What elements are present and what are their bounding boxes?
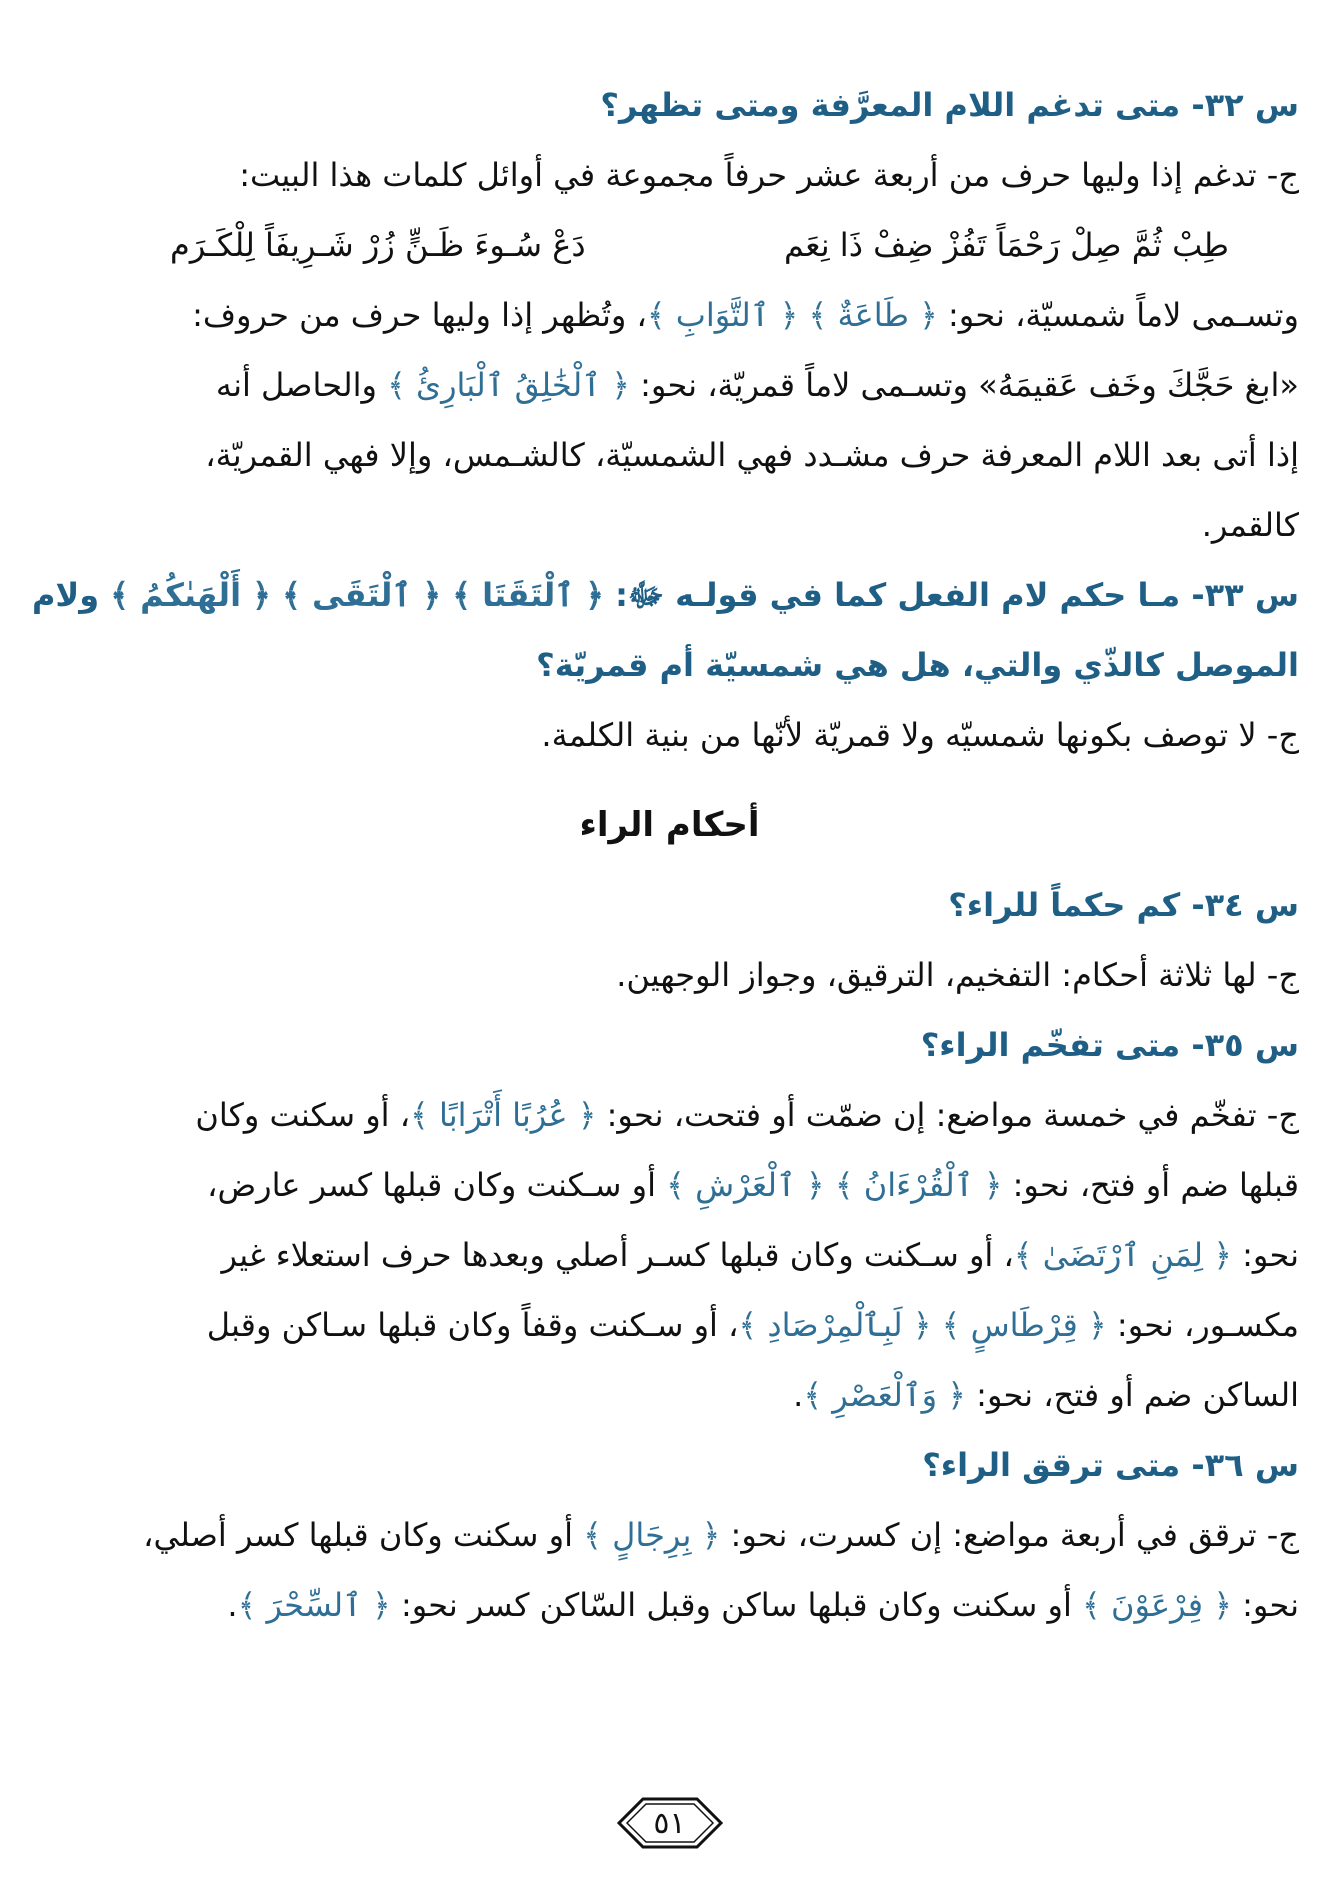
- answer-33: ج- لا توصف بكونها شمسيّه ولا قمريّة لأنّها من بنية الكلمة.: [541, 716, 1299, 754]
- quran-word: ﴿ ٱلْتَقَى ﴾: [282, 576, 442, 614]
- text: والحاصل أنه: [215, 366, 377, 404]
- text: ، أو سـكنت وقفاً وكان قبلها سـاكن وقبل: [206, 1306, 739, 1344]
- quran-word: ﴿ ٱلْخَٰلِقُ ٱلْبَارِئُ ﴾: [387, 366, 630, 404]
- answer-32-line-4: [40, 350, 1299, 420]
- text: وتسـمى لاماً شمسيّة، نحو:: [948, 296, 1299, 334]
- answer-34: ج- لها ثلاثة أحكام: التفخيم، الترقيق، وجواز الوجهين.: [616, 956, 1299, 994]
- quran-word: ﴿ ٱلْقُرْءَانُ ﴾: [834, 1166, 1003, 1204]
- section-heading: أحكام الراء: [579, 805, 760, 845]
- quran-word: ﴿ طَاعَةٌ ﴾: [808, 296, 938, 334]
- text: ج- ترقق في أربعة مواضع: إن كسرت، نحو:: [730, 1516, 1299, 1554]
- text: ج- تفخّم في خمسة مواضع: إن ضمّت أو فتحت، نحو:: [606, 1096, 1299, 1134]
- text: «ابغ حَجَّكَ وخَف عَقيمَهُ» وتسـمى لاماً قمريّة، نحو:: [640, 366, 1299, 404]
- text: .: [227, 1586, 238, 1624]
- verse-second-hemistich: دَعْ سُـوءَ ظَـنٍّ زُرْ شَـرِيفَاً لِلْكَـرَم: [170, 226, 586, 264]
- answer-35-line-1: [40, 1080, 1299, 1150]
- answer-35-line-4: [40, 1290, 1299, 1360]
- text: نحو:: [1242, 1236, 1299, 1274]
- quran-word: ﴿ لِمَنِ ٱرْتَضَىٰ ﴾: [1013, 1236, 1232, 1274]
- question-33-line-1: [31, 560, 1299, 630]
- page-number-text: ٥١: [653, 1805, 686, 1841]
- quran-word: ﴿ ٱلْعَرْشِ ﴾: [666, 1166, 825, 1204]
- text: ، أو سكنت وكان: [195, 1096, 411, 1134]
- verse-first-hemistich: طِبْ ثُمَّ صِلْ رَحْمَاً تَفُزْ ضِفْ ذَا نِعَم: [783, 226, 1229, 264]
- text: قبلها ضم أو فتح، نحو:: [1012, 1166, 1299, 1204]
- text: أو سـكنت وكان قبلها كسر عارض،: [207, 1166, 656, 1204]
- text: ، أو سـكنت وكان قبلها كسـر أصلي وبعدها حرف استعلاء غير: [221, 1236, 1014, 1274]
- answer-32-line-6: كالقمر.: [1201, 506, 1299, 544]
- answer-32-line-3: [40, 280, 1299, 350]
- page-content: [31, 70, 1299, 1640]
- text: ولام: [31, 576, 100, 614]
- text: مكسـور، نحو:: [1116, 1306, 1299, 1344]
- poem-verse: [40, 210, 1299, 280]
- page-number: [615, 1795, 725, 1851]
- text: ، وتُظهر إذا وليها حرف من حروف:: [192, 296, 647, 334]
- question-34: س ٣٤- كم حكماً للراء؟: [948, 886, 1299, 924]
- quran-word: ﴿ قِرْطَاسٍ ﴾: [941, 1306, 1107, 1344]
- answer-36-line-1: [40, 1500, 1299, 1570]
- quran-word: ﴿ ٱلتَّوَابِ ﴾: [646, 296, 799, 334]
- answer-36-line-2: [40, 1570, 1299, 1640]
- question-36: س ٣٦- متى ترقق الراء؟: [922, 1446, 1299, 1484]
- quran-word: ﴿ ٱلْتَقَتَا ﴾: [452, 576, 604, 614]
- question-33-line-2: الموصل كالذّي والتي، هل هي شمسيّة أم قمريّة؟: [536, 646, 1299, 684]
- text: نحو:: [1242, 1586, 1299, 1624]
- text: .: [793, 1376, 804, 1414]
- answer-32-line-5: إذا أتى بعد اللام المعرفة حرف مشـدد فهي الشمسيّة، كالشـمس، وإلا فهي القمريّة،: [205, 436, 1299, 474]
- answer-35-line-5: [40, 1360, 1299, 1430]
- quran-word: ﴿ فِرْعَوْنَ ﴾: [1082, 1586, 1232, 1624]
- answer-35-line-3: [40, 1220, 1299, 1290]
- text: أو سكنت وكان قبلها ساكن وقبل السّاكن كسر نحو:: [400, 1586, 1072, 1624]
- text: س ٣٣- مـا حكم لام الفعل كما في قولـه ﷻ:: [615, 576, 1299, 614]
- question-35: س ٣٥- متى تفخّم الراء؟: [920, 1026, 1299, 1064]
- quran-word: ﴿ لَبِٱلْمِرْصَادِ ﴾: [738, 1306, 932, 1344]
- question-32: س ٣٢- متى تدغم اللام المعرَّفة ومتى تظهر؟: [600, 86, 1299, 124]
- text: الساكن ضم أو فتح، نحو:: [976, 1376, 1299, 1414]
- quran-word: ﴿ ٱلسِّحْرَ ﴾: [237, 1586, 391, 1624]
- answer-35-line-2: [40, 1150, 1299, 1220]
- text: أو سكنت وكان قبلها كسر أصلي،: [143, 1516, 573, 1554]
- answer-32-line-1: ج- تدغم إذا وليها حرف من أربعة عشر حرفاً مجموعة في أوائل كلمات هذا البيت:: [239, 156, 1299, 194]
- quran-word: ﴿ بِرِجَالٍ ﴾: [583, 1516, 721, 1554]
- quran-word: ﴿ أَلْهَىٰكُمُ ﴾: [110, 576, 271, 614]
- quran-word: ﴿ وَٱلْعَصْرِ ﴾: [803, 1376, 966, 1414]
- quran-word: ﴿ عُرُبًا أَتْرَابًا ﴾: [410, 1096, 597, 1134]
